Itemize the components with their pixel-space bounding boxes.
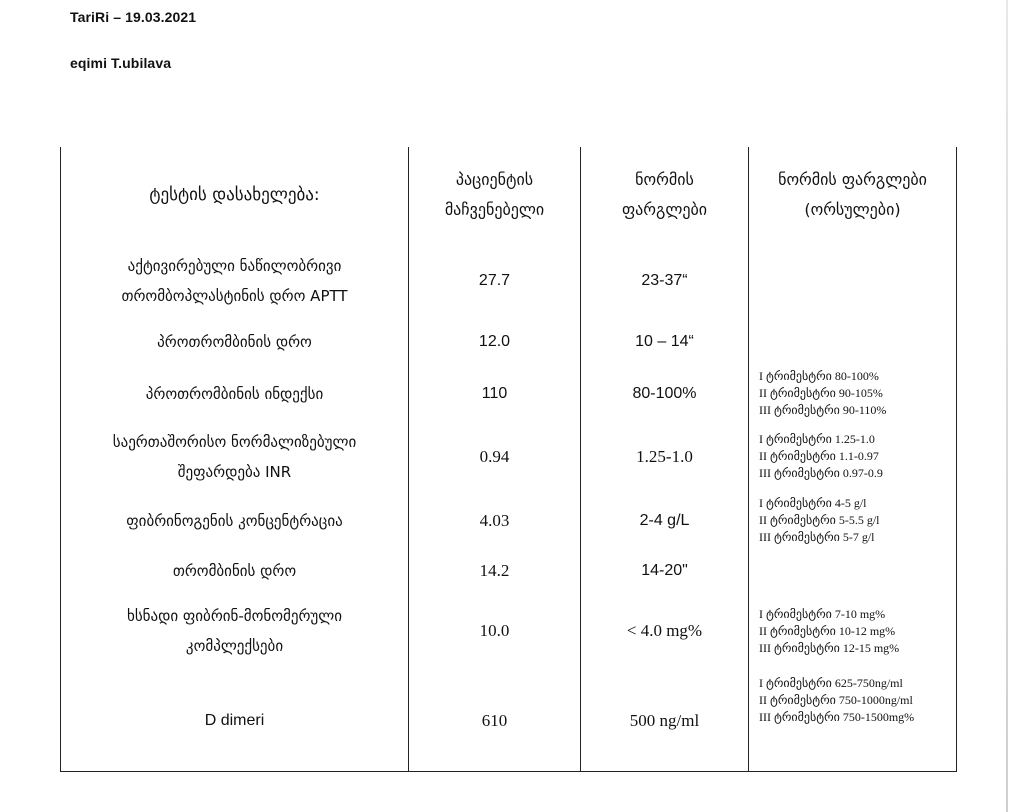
trimester-range: I ტრიმესტრი 7-10 mg%	[759, 606, 886, 621]
test-name: აქტივირებული ნაწილობრივი	[127, 257, 342, 275]
test-name: პროთრომბინის ინდექსი	[145, 384, 324, 403]
header-norm-pregnant-line1: ნორმის ფარგლები	[778, 169, 927, 189]
trimester-range: III ტრიმესტრი 5-7 g/l	[759, 530, 875, 544]
trimester-range: I ტრიმესტრი 80-100%	[759, 369, 879, 383]
test-name-cell	[61, 591, 409, 671]
patient-value: 14.2	[409, 551, 581, 591]
header-norm	[581, 147, 749, 242]
test-name: საერთაშორისო ნორმალიზებული	[112, 432, 357, 451]
header-test-name	[61, 147, 409, 242]
trimester-range: II ტრიმესტრი 750-1000ng/ml	[759, 693, 913, 707]
pregnant-range-cell	[749, 490, 957, 551]
test-name: თრომბინის დრო	[172, 562, 297, 580]
page-edge-shadow	[1006, 0, 1008, 812]
table-row	[61, 423, 957, 490]
table-row	[61, 320, 957, 364]
table-row	[61, 242, 957, 320]
table-row	[61, 551, 957, 591]
trimester-range: II ტრიმესტრი 90-105%	[759, 386, 883, 400]
table-header-row	[61, 147, 957, 242]
test-name-cell	[61, 423, 409, 490]
lab-results-table	[60, 147, 957, 772]
test-name: შეფარდება INR	[177, 462, 292, 481]
pregnant-range-cell	[749, 320, 957, 364]
header-norm-pregnant-line2: (ორსულები)	[804, 199, 901, 219]
test-name: თრომბოპლასტინის დრო APTT	[121, 287, 348, 305]
patient-value: 10.0	[409, 591, 581, 671]
norm-range: 1.25-1.0	[581, 423, 749, 490]
test-name-cell	[61, 671, 409, 771]
pregnant-range-cell	[749, 551, 957, 591]
trimester-range: II ტრიმესტრი 1.1-0.97	[759, 449, 879, 463]
norm-range: < 4.0 mg%	[581, 591, 749, 671]
patient-value: 0.94	[409, 423, 581, 490]
header-test-name-text: ტესტის დასახელება:	[149, 184, 320, 205]
norm-range: 80-100%	[581, 364, 749, 423]
table-row	[61, 671, 957, 771]
header-norm-pregnant	[749, 147, 957, 242]
test-name: კომპლექსები	[185, 637, 284, 655]
test-name: ფიბრინოგენის კონცენტრაცია	[126, 511, 343, 530]
norm-range: 23-37“	[581, 242, 749, 320]
trimester-range: III ტრიმესტრი 12-15 mg%	[759, 640, 900, 655]
test-name: ხსნადი ფიბრინ-მონომერული	[126, 607, 342, 625]
header-patient-value-line2: მაჩვენებელი	[444, 199, 545, 219]
pregnant-range-cell	[749, 423, 957, 490]
report-date: TariRi – 19.03.2021	[70, 9, 197, 25]
pregnant-range-cell	[749, 242, 957, 320]
test-name-cell	[61, 490, 409, 551]
test-name-cell	[61, 320, 409, 364]
pregnant-range-cell	[749, 364, 957, 423]
trimester-range: I ტრიმესტრი 625-750ng/ml	[759, 676, 903, 690]
doctor-name: eqimi T.ubilava	[70, 55, 172, 71]
patient-value: 12.0	[409, 320, 581, 364]
header-patient-value	[409, 147, 581, 242]
test-name: D dimeri	[204, 711, 265, 729]
norm-range: 2-4 g/L	[581, 490, 749, 551]
test-name-cell	[61, 551, 409, 591]
header-patient-value-line1: პაციენტის	[455, 169, 534, 189]
header-norm-line2: ფარგლები	[621, 199, 708, 219]
patient-value: 110	[409, 364, 581, 423]
test-name: პროთრომბინის დრო	[157, 333, 312, 351]
patient-value: 4.03	[409, 490, 581, 551]
norm-range: 14-20"	[581, 551, 749, 591]
test-name-cell	[61, 242, 409, 320]
patient-value: 610	[409, 671, 581, 771]
table-row	[61, 591, 957, 671]
trimester-range: I ტრიმესტრი 4-5 g/l	[759, 496, 867, 510]
patient-value: 27.7	[409, 242, 581, 320]
header-norm-line1: ნორმის	[635, 169, 694, 189]
trimester-range: III ტრიმესტრი 750-1500mg%	[759, 710, 915, 724]
trimester-range: III ტრიმესტრი 90-110%	[759, 403, 887, 417]
trimester-range: II ტრიმესტრი 5-5.5 g/l	[759, 513, 880, 527]
trimester-range: III ტრიმესტრი 0.97-0.9	[759, 466, 883, 480]
table-row	[61, 364, 957, 423]
table-row	[61, 490, 957, 551]
trimester-range: II ტრიმესტრი 10-12 mg%	[759, 623, 896, 638]
test-name-cell	[61, 364, 409, 423]
norm-range: 500 ng/ml	[581, 671, 749, 771]
pregnant-range-cell	[749, 671, 957, 771]
norm-range: 10 – 14“	[581, 320, 749, 364]
pregnant-range-cell	[749, 591, 957, 671]
trimester-range: I ტრიმესტრი 1.25-1.0	[759, 432, 875, 446]
